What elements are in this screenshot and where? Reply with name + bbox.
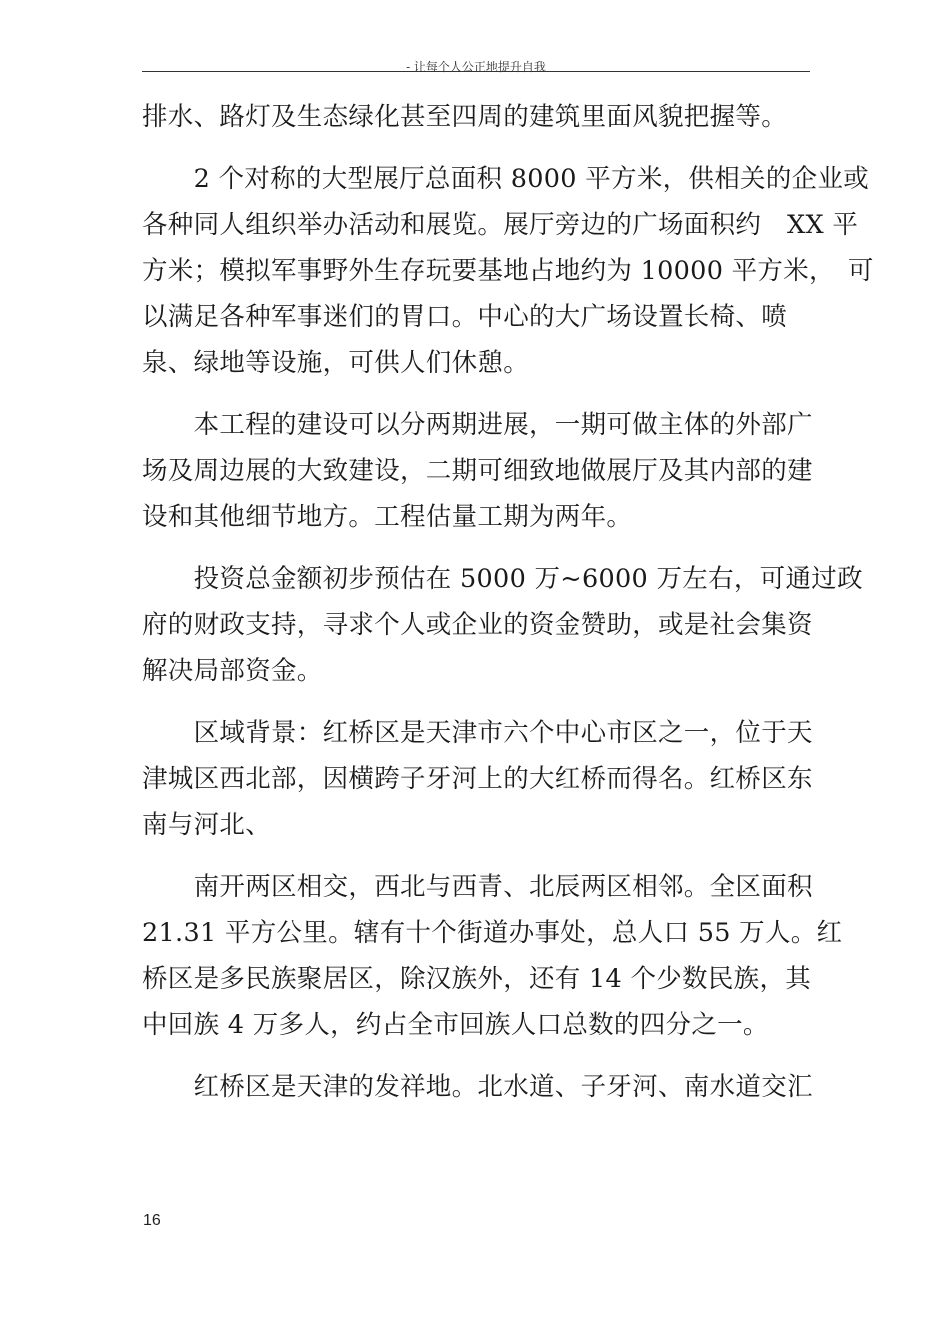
text-line: 区域背景：红桥区是天津市六个中心市区之一，位于天 xyxy=(142,718,813,748)
paragraph xyxy=(142,402,832,540)
text-line: 设和其他细节地方。工程估量工期为两年。 xyxy=(142,502,633,532)
text-line: 投资总金额初步预估在 5000 万~6000 万左右，可通过政 xyxy=(142,564,863,594)
text-line: 本工程的建设可以分两期进展，一期可做主体的外部广 xyxy=(142,410,813,440)
text-line: 2 个对称的大型展厅总面积 8000 平方米，供相关的企业或 xyxy=(142,164,870,194)
paragraph xyxy=(142,156,874,386)
text-line: 中回族 4 万多人，约占全市回族人口总数的四分之一。 xyxy=(142,1010,769,1040)
header-divider xyxy=(142,71,810,72)
page-number: 16 xyxy=(143,1212,161,1229)
text-line: 以满足各种军事迷们的胃口。中心的大广场设置长椅、喷 xyxy=(142,302,788,332)
paragraph xyxy=(142,710,832,848)
page-header: - 让每个人公正地提升自我 xyxy=(406,60,546,74)
text-line: 南开两区相交，西北与西青、北辰两区相邻。全区面积 xyxy=(142,872,813,902)
paragraph xyxy=(142,864,843,1048)
paragraph xyxy=(142,556,863,694)
text-line: 排水、路灯及生态绿化甚至四周的建筑里面风貌把握等。 xyxy=(142,102,788,132)
text-line: 21.31 平方公里。辖有十个街道办事处，总人口 55 万人。红 xyxy=(142,918,843,948)
paragraph xyxy=(142,1064,832,1110)
text-line: 泉、绿地等设施，可供人们休憩。 xyxy=(142,348,530,378)
text-line: 南与河北、 xyxy=(142,810,272,840)
text-line: 场及周边展的大致建设，二期可细致地做展厅及其内部的建 xyxy=(142,456,813,486)
text-line: 红桥区是天津的发祥地。北水道、子牙河、南水道交汇 xyxy=(142,1072,813,1102)
text-line: 桥区是多民族聚居区，除汉族外，还有 14 个少数民族，其 xyxy=(142,964,812,994)
text-line: 解决局部资金。 xyxy=(142,656,323,686)
text-line: 府的财政支持，寻求个人或企业的资金赞助，或是社会集资 xyxy=(142,610,813,640)
document-body xyxy=(142,94,874,1126)
text-line: 各种同人组织举办活动和展览。展厅旁边的广场面积约 XX 平 xyxy=(142,210,859,240)
text-line: 津城区西北部，因横跨子牙河上的大红桥而得名。红桥区东 xyxy=(142,764,813,794)
paragraph xyxy=(142,94,832,140)
text-line: 方米；模拟军事野外生存玩要基地占地约为 10000 平方米， 可 xyxy=(142,256,874,286)
